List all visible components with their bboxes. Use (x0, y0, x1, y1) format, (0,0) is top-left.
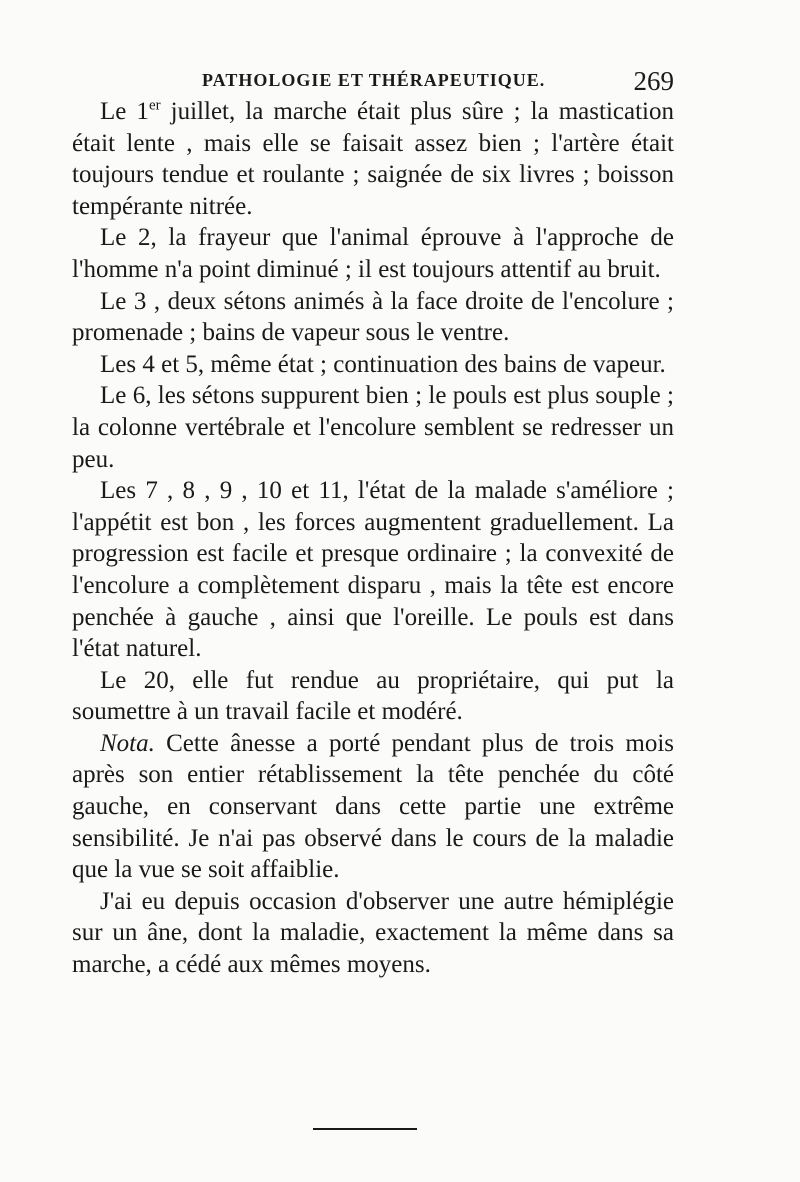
paragraph-days-7-11: Les 7 , 8 , 9 , 10 et 11, l'état de la malade s'améliore ; l'appétit est bon , les forces augmentent graduellement. La progression est facile et presque ordinaire ; la convexité de l'encolure a complètement disparu , mais la tête est encore penchée à gauche , ainsi que l'oreille. Le pouls est dans l'état naturel. (72, 477, 674, 663)
paragraph-day-20: Le 20, elle fut rendue au propriétaire, qui put la soumettre à un travail facile et modéré. (72, 666, 674, 726)
paragraph-text: juillet, la marche était plus sûre ; la mastication était lente , mais elle se faisait assez bien ; l'artère était toujours tendue et roulante ; saignée de six livres ; boisson tempérante nitrée. (72, 98, 674, 220)
paragraph-text: Cette ânesse a porté pendant plus de trois mois après son entier rétablissement la tête penchée du côté gauche, en conservant dans cette partie une extrême sensibilité. Je n'ai pas observé dans le cours de la maladie que la vue se soit affaiblie. (72, 729, 674, 884)
section-end-rule (313, 1128, 417, 1130)
paragraph-day-2: Le 2, la frayeur que l'animal éprouve à l'approche de l'homme n'a point diminué ; il est toujours attentif au bruit. (72, 224, 674, 283)
paragraph-lead: Le 1 (100, 98, 149, 125)
paragraph-day-6: Le 6, les sétons suppurent bien ; le pouls est plus souple ; la colonne vertébrale et l'encolure semblent se redresser un peu. (72, 382, 674, 473)
page-number: 269 (633, 66, 674, 96)
running-header (72, 66, 674, 94)
paragraph-day-3: Le 3 , deux sétons animés à la face droite de l'encolure ; promenade ; bains de vapeur sous le ventre. (72, 287, 674, 347)
nota-label: Nota. (100, 729, 155, 757)
running-title: PATHOLOGIE ET THÉRAPEUTIQUE. (202, 70, 546, 90)
paragraph-nota (72, 728, 674, 886)
paragraph-july-1 (72, 96, 674, 222)
paragraph-second-case: J'ai eu depuis occasion d'observer une autre hémiplégie sur un âne, dont la maladie, exactement la même dans sa marche, a cédé aux mêmes moyens. (72, 887, 674, 979)
paragraph-days-4-5: Les 4 et 5, même état ; continuation des bains de vapeur. (100, 350, 666, 378)
body-text (72, 96, 674, 981)
ordinal-superscript: er (148, 97, 161, 114)
